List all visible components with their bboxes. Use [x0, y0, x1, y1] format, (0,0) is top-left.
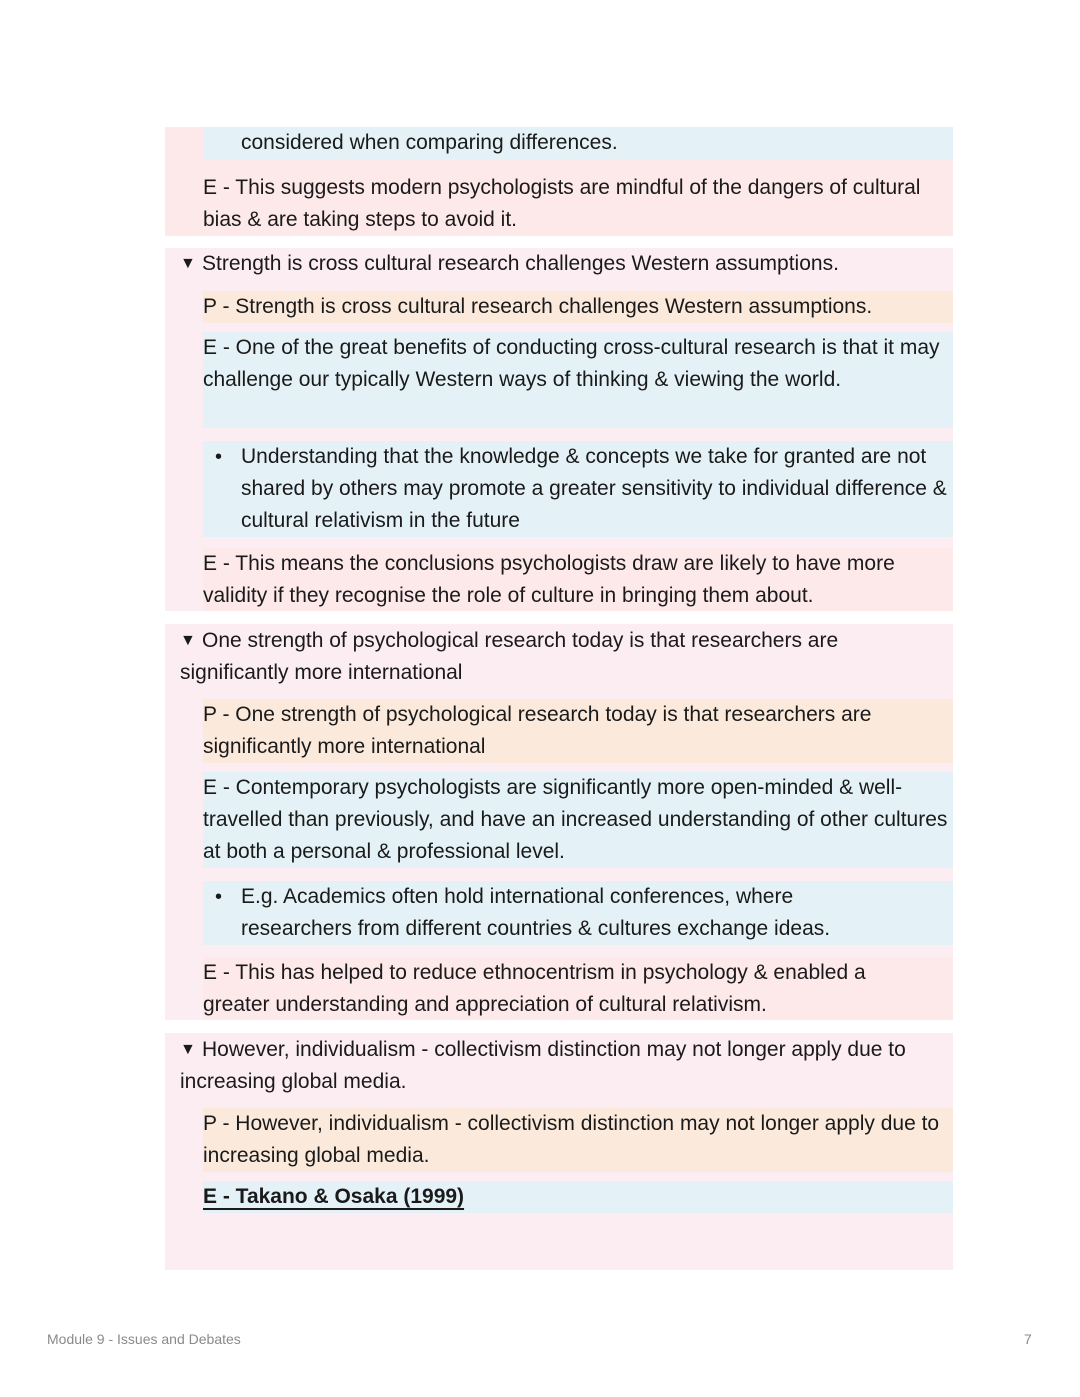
evidence-block	[203, 772, 953, 868]
toggle-triangle-icon[interactable]: ▼	[180, 632, 196, 649]
toggle-section-1	[165, 248, 953, 611]
toggle-triangle-icon[interactable]: ▼	[180, 255, 196, 272]
footer-module-title: Module 9 - Issues and Debates	[47, 1331, 241, 1347]
toggle-heading-text: One strength of psychological research today is that researchers are significantly more international	[180, 629, 839, 684]
toggle-heading-text: Strength is cross cultural research challenges Western assumptions.	[202, 252, 839, 275]
toggle-section-continued	[165, 127, 953, 236]
explanation-block	[203, 548, 953, 611]
toggle-section-2	[165, 624, 953, 1020]
point-block	[203, 291, 953, 323]
point-block	[203, 699, 953, 763]
explanation-text: E - This means the conclusions psychologists draw are likely to have more validity if they recognise the role of culture in bringing them about.	[203, 552, 895, 607]
evidence-heading-text: E - Takano & Osaka (1999)	[203, 1185, 465, 1208]
explanation-text: E - This has helped to reduce ethnocentrism in psychology & enabled a greater understanding and appreciation of cultural relativism.	[203, 961, 866, 1016]
bullet-text: Understanding that the knowledge & concepts we take for granted are not shared by others may promote a greater sensitivity to individual difference & cultural relativism in the future	[241, 445, 947, 532]
explanation-text: E - This suggests modern psychologists are mindful of the dangers of cultural bias & are taking steps to avoid it.	[203, 176, 921, 231]
point-text: P - However, individualism - collectivism distinction may not longer apply due to increasing global media.	[203, 1112, 940, 1167]
bullet-continuation-text: considered when comparing differences.	[241, 131, 618, 154]
bullet-icon: •	[215, 886, 223, 908]
bullet-block	[203, 881, 953, 945]
toggle-heading-text: However, individualism - collectivism distinction may not longer apply due to increasing global media.	[180, 1038, 906, 1093]
evidence-block	[203, 332, 953, 428]
toggle-section-3	[165, 1033, 953, 1270]
toggle-heading-2[interactable]	[165, 625, 933, 689]
evidence-text: E - One of the great benefits of conducting cross-cultural research is that it may challenge our typically Western ways of thinking & viewing the world.	[203, 336, 940, 391]
toggle-heading-1[interactable]	[165, 248, 953, 280]
bullet-text: E.g. Academics often hold international conferences, where researchers from different countries & cultures exchange ideas.	[241, 885, 831, 940]
evidence-block	[203, 1181, 953, 1213]
toggle-heading-3[interactable]	[165, 1034, 953, 1098]
toggle-triangle-icon[interactable]: ▼	[180, 1041, 196, 1058]
point-block	[203, 1108, 953, 1172]
bullet-block	[203, 441, 953, 537]
footer-page-number: 7	[1024, 1331, 1032, 1347]
bullet-continuation	[203, 127, 953, 159]
bullet-icon: •	[215, 446, 223, 468]
point-text: P - Strength is cross cultural research challenges Western assumptions.	[203, 295, 873, 318]
explanation-block	[203, 957, 953, 1020]
evidence-text: E - Contemporary psychologists are significantly more open-minded & well-travelled than previously, and have an increased understanding of other cultures at both a personal & professional level.	[203, 776, 948, 863]
explanation-block	[203, 172, 953, 236]
point-text: P - One strength of psychological research today is that researchers are significantly more international	[203, 703, 872, 758]
